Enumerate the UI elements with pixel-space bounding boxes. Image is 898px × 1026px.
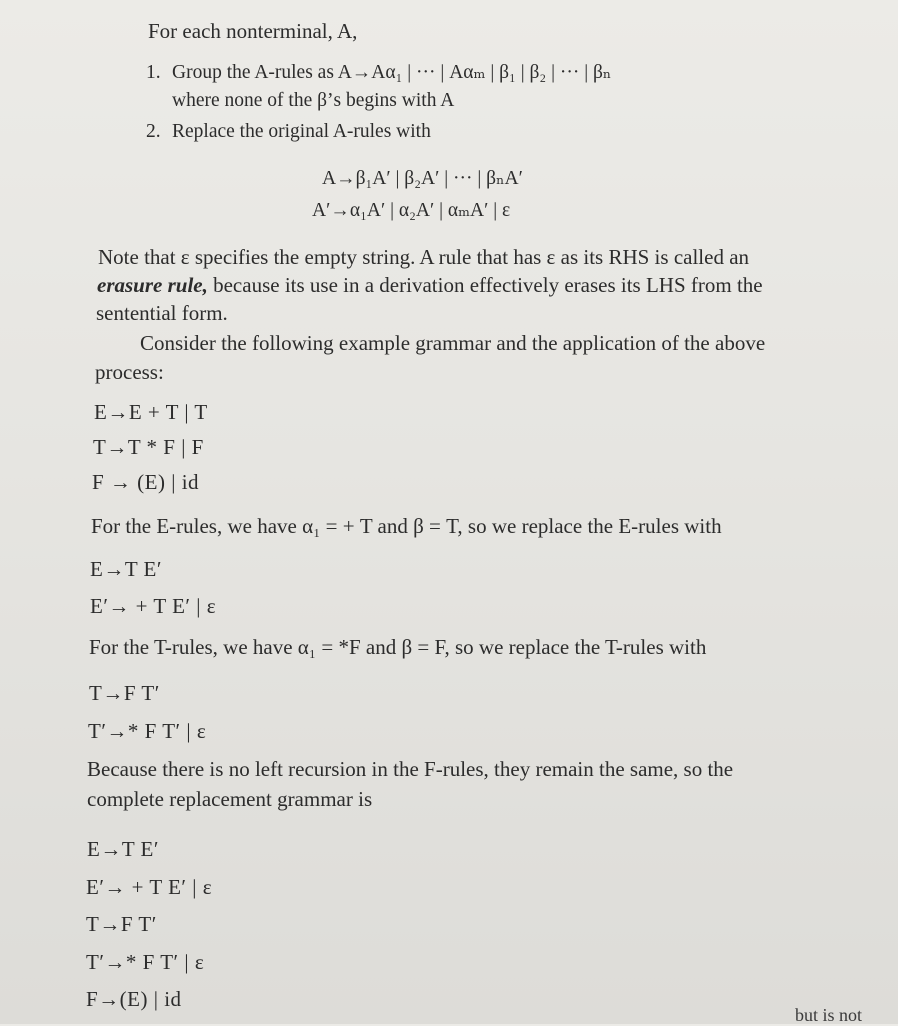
step-2 [146, 121, 431, 142]
grammar-rule: E→E + T | T [94, 400, 208, 424]
step-number: 1. [146, 62, 161, 83]
grammar-rule: E→T E′ [90, 557, 162, 581]
consider-line: process: [95, 360, 164, 384]
bottom-fragment: but is not [795, 1005, 863, 1025]
grammar-rule: F→(E) | id [86, 987, 182, 1011]
t-rules-intro: For the T-rules, we have α₁ = *F and β = F, so we replace the T-rules with [89, 635, 707, 659]
grammar-rule: T→F T′ [86, 912, 157, 936]
step-text: Group the A-rules as A→Aα₁ | ··· | Aαₘ | β₁ | β₂ | ··· | βₙ [172, 62, 612, 83]
grammar-rule: T′→* F T′ | ε [86, 950, 205, 974]
erasure-rule-term: erasure rule, [97, 273, 208, 297]
intro-text: For each nonterminal, A, [148, 19, 358, 43]
consider-line: Consider the following example grammar and the application of the above [140, 331, 766, 355]
grammar-rule: T→T * F | F [93, 435, 204, 459]
replacement-rule: A′→α₁A′ | α₂A′ | αₘA′ | ε [312, 200, 511, 221]
conclusion-line: complete replacement grammar is [87, 787, 373, 811]
note-line [97, 274, 763, 297]
grammar-rule: T′→* F T′ | ε [88, 719, 207, 743]
replacement-rule: A→β₁A′ | β₂A′ | ··· | βₙA′ [322, 168, 523, 189]
step-1-continuation: where none of the β’s begins with A [172, 90, 455, 111]
grammar-rule: E′→ + T E′ | ε [90, 594, 217, 618]
step-number: 2. [146, 121, 161, 142]
grammar-rule: E→T E′ [87, 837, 159, 861]
e-rules-intro: For the E-rules, we have α₁ = + T and β = T, so we replace the E-rules with [91, 514, 722, 538]
note-line: sentential form. [96, 301, 228, 325]
step-1 [146, 62, 611, 83]
conclusion-line: Because there is no left recursion in the F-rules, they remain the same, so the [87, 757, 734, 781]
grammar-rule: E′→ + T E′ | ε [86, 875, 213, 899]
grammar-rule: F → (E) | id [92, 470, 200, 494]
grammar-rule: T→F T′ [89, 681, 160, 705]
note-line: Note that ε specifies the empty string. A rule that has ε as its RHS is called an [98, 245, 750, 269]
note-line-text: because its use in a derivation effectively erases its LHS from the [213, 273, 763, 297]
step-text: Replace the original A-rules with [172, 121, 431, 142]
